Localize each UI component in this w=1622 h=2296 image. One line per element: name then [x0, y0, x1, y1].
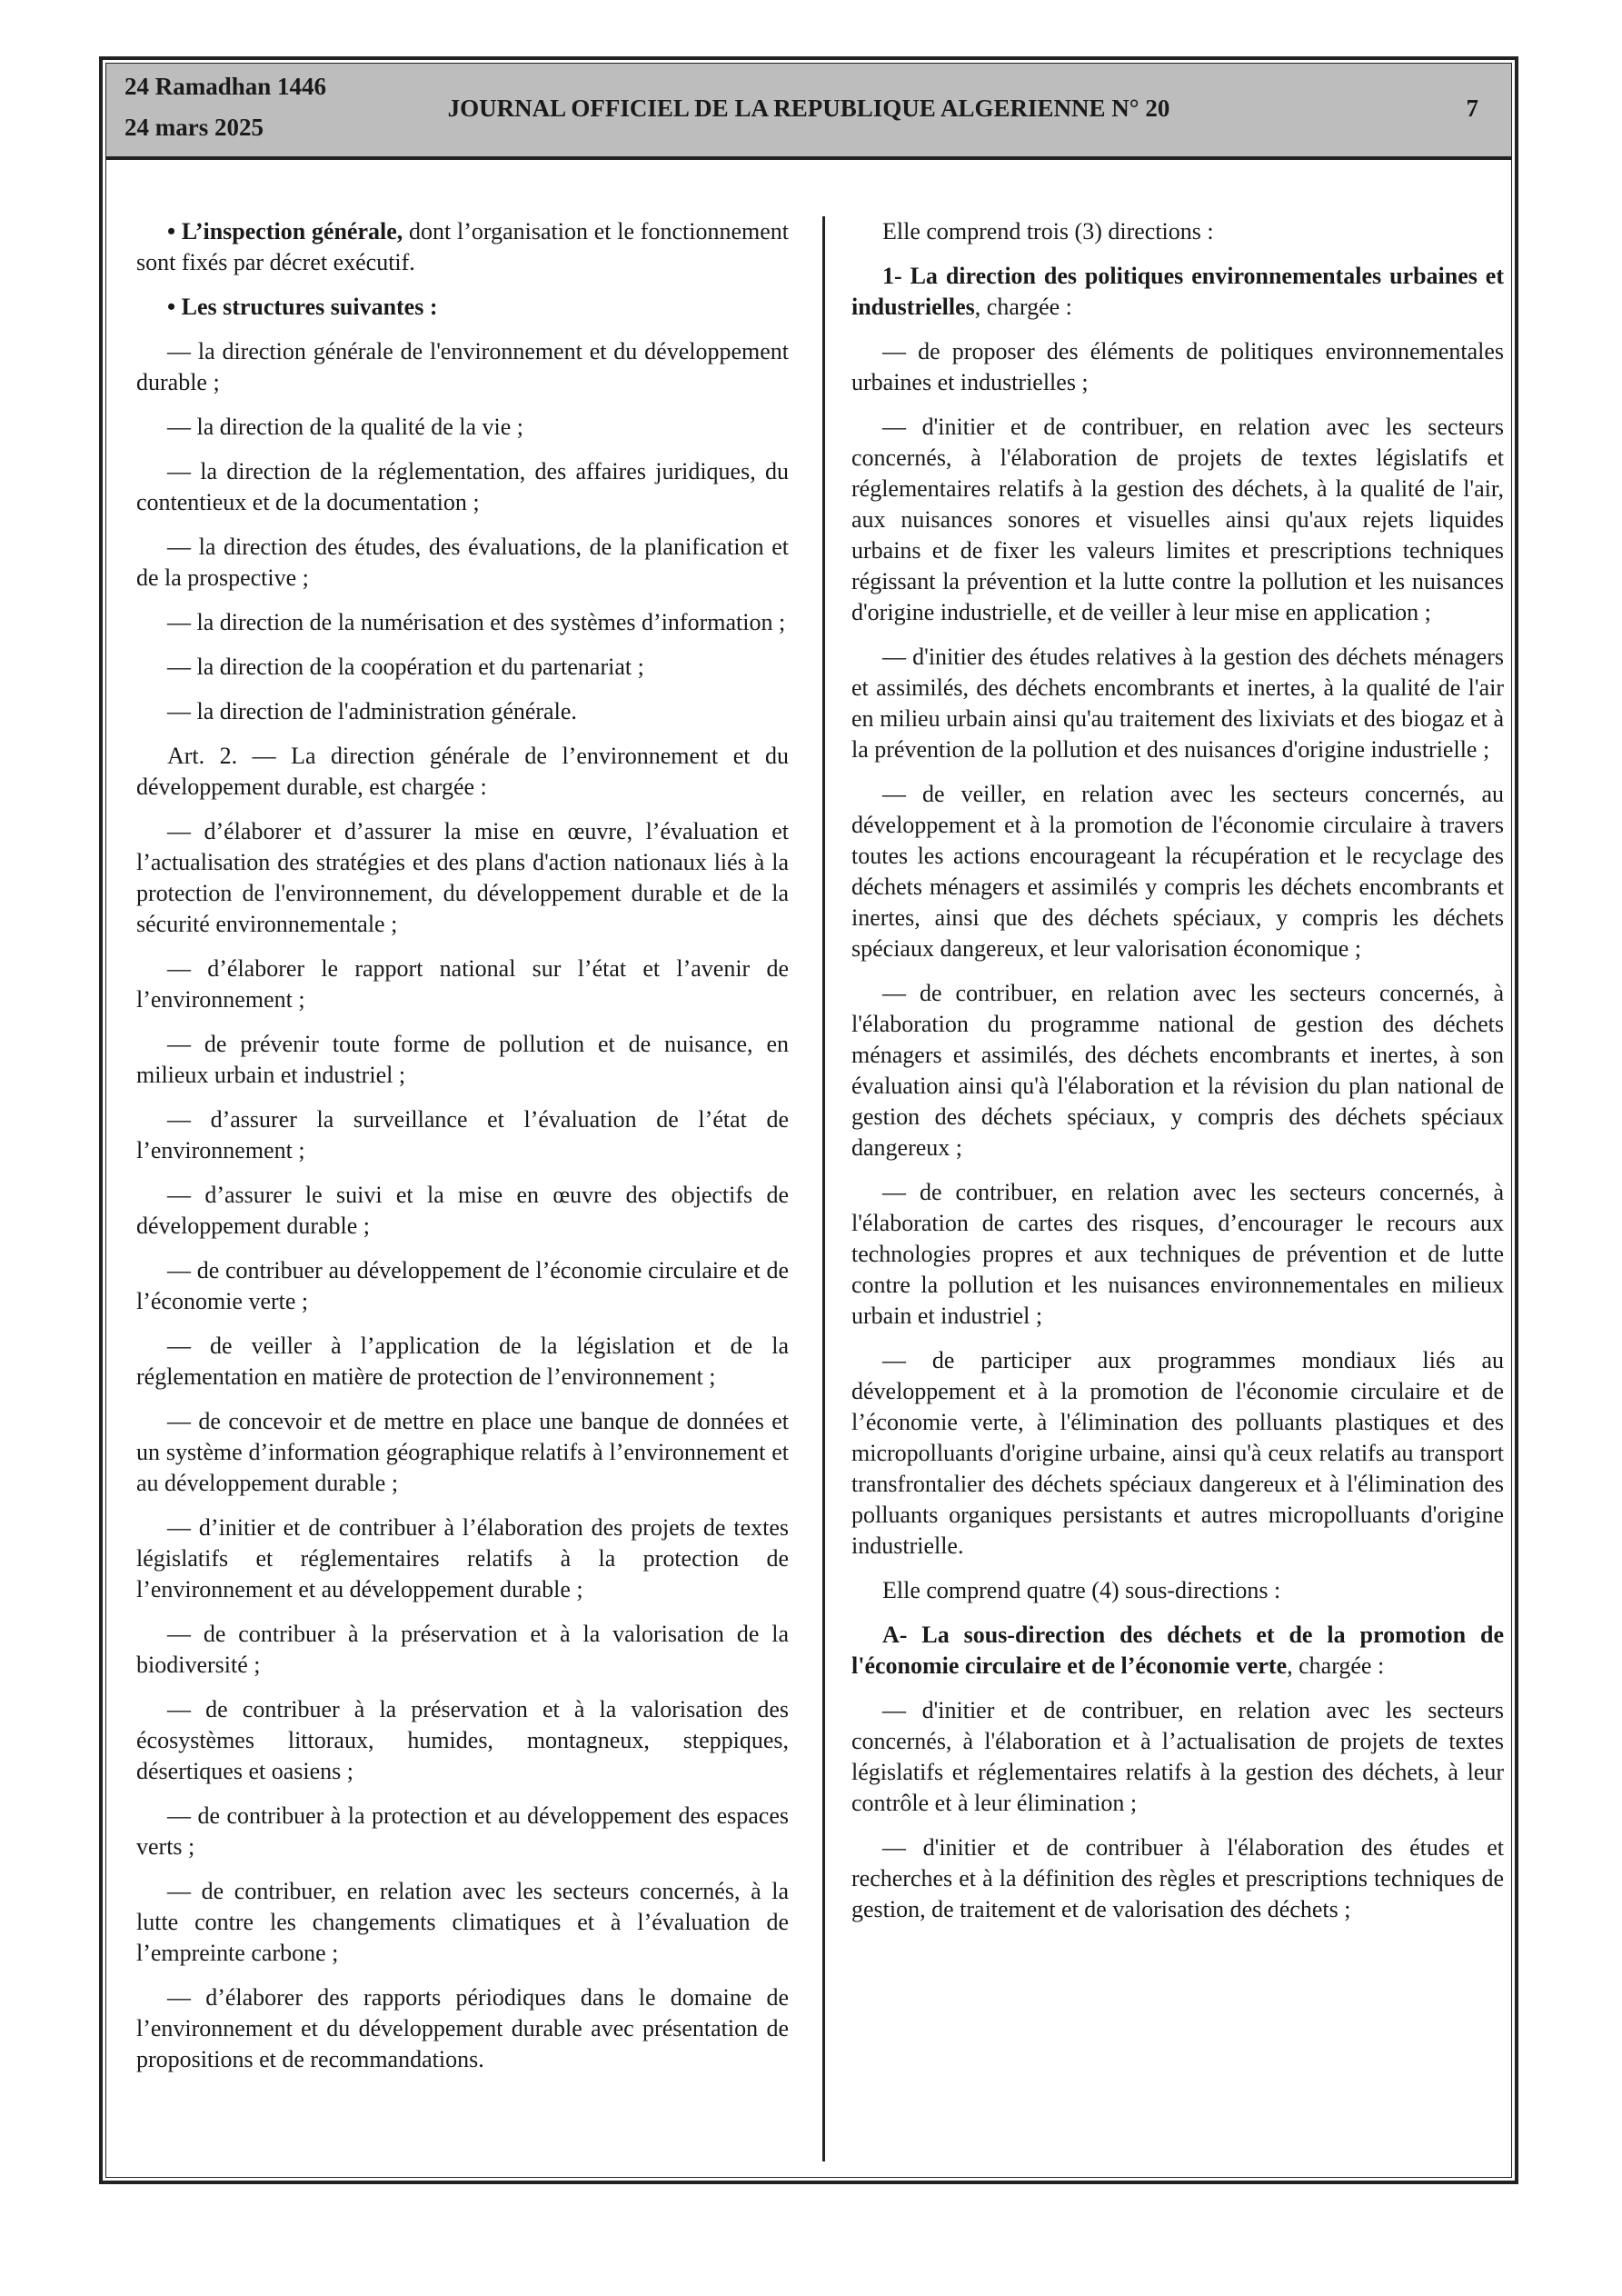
paragraph-text: Art. 2. — La direction générale de l’environnement et du développement durable, est chargée : — [136, 743, 789, 800]
paragraph — [136, 741, 789, 803]
paragraph-text: — la direction de la réglementation, des affaires juridiques, du contentieux et de la documentation ; — [136, 458, 789, 515]
paragraph-text: , chargée : — [1287, 1652, 1385, 1679]
paragraph-text: — d’assurer le suivi et la mise en œuvre des objectifs de développement durable ; — [136, 1182, 789, 1239]
paragraph-text: — d’élaborer des rapports périodiques dans le domaine de l’environnement et du développement durable avec présentation de propositions et de recommandations. — [136, 1984, 789, 2072]
paragraph — [136, 1619, 789, 1681]
paragraph-text: Elle comprend quatre (4) sous-directions : — [882, 1577, 1281, 1603]
paragraph — [851, 1695, 1504, 1819]
paragraph — [851, 642, 1504, 765]
paragraph — [851, 1177, 1504, 1332]
paragraph — [851, 336, 1504, 398]
journal-title: JOURNAL OFFICIEL DE LA REPUBLIQUE ALGERIENNE N° 20 — [447, 95, 1170, 122]
page-frame-inner — [105, 63, 1512, 2178]
column-divider — [822, 216, 825, 2161]
paragraph — [851, 412, 1504, 628]
paragraph-text: — la direction de la numérisation et des systèmes d’information ; — [167, 609, 786, 635]
paragraph-text: — de contribuer, en relation avec les secteurs concernés, à la lutte contre les changements climatiques et à l’évaluation de l’empreinte carbone ; — [136, 1878, 789, 1966]
paragraph-text: — d’initier et de contribuer à l’élaboration des projets de textes législatifs et réglementaires relatifs à la protection de l’environnement et au développement durable ; — [136, 1514, 789, 1602]
paragraph — [136, 607, 789, 638]
paragraph — [136, 652, 789, 683]
paragraph — [136, 1876, 789, 1969]
paragraph-text: — de participer aux programmes mondiaux liés au développement et à la promotion de l'économie circulaire et de l’économie verte, à l'élimination des polluants plastiques et des micropolluants d'origine urbaine, ainsi qu'à ceux relatifs au transport transfrontalier des déchets spéciaux dangereux et à l'élimination des polluants organiques persistants et autres micropolluants d'origine industrielle. — [851, 1347, 1504, 1559]
paragraph — [136, 292, 789, 323]
paragraph-text: — de contribuer à la préservation et à la valorisation de la biodiversité ; — [136, 1621, 789, 1678]
paragraph — [136, 336, 789, 398]
paragraph-text: — la direction de l'administration générale. — [167, 698, 577, 724]
paragraph — [851, 261, 1504, 323]
paragraph — [136, 1694, 789, 1787]
paragraph — [136, 1331, 789, 1393]
paragraph — [851, 978, 1504, 1163]
paragraph-text: — la direction des études, des évaluations, de la planification et de la prospective ; — [136, 534, 789, 591]
journal-header — [106, 64, 1511, 160]
paragraph-text: — de concevoir et de mettre en place une banque de données et un système d’information géographique relatifs à l’environnement et au développement durable ; — [136, 1408, 789, 1496]
paragraph — [851, 1345, 1504, 1562]
paragraph-text: — d’élaborer le rapport national sur l’état et l’avenir de l’environnement ; — [136, 955, 789, 1013]
paragraph-text: — de veiller à l’application de la législation et de la réglementation en matière de protection de l’environnement ; — [136, 1333, 789, 1390]
paragraph-text: — de contribuer, en relation avec les secteurs concernés, à l'élaboration de cartes des risques, d’encourager le recours aux technologies propres et aux techniques de prévention et de lutte contre la pollution et les nuisances environnementales en milieux urbain et industriel ; — [851, 1179, 1504, 1329]
paragraph — [136, 1406, 789, 1499]
paragraph-text: — d'initier et de contribuer à l'élaboration des études et recherches et à la définition des règles et prescriptions techniques de gestion, de traitement et de valorisation des déchets ; — [851, 1834, 1504, 1922]
paragraph — [851, 779, 1504, 964]
paragraph-text: — de contribuer, en relation avec les secteurs concernés, à l'élaboration du programme national de gestion des déchets ménagers et assimilés, des déchets encombrants et inertes, à son évaluation ainsi qu'à l'élaboration et la révision du plan national de gestion des déchets spéciaux, y compris des déchets spéciaux dangereux ; — [851, 980, 1504, 1161]
paragraph — [136, 532, 789, 594]
paragraph — [136, 1104, 789, 1166]
paragraph — [136, 953, 789, 1015]
paragraph — [136, 216, 789, 278]
page-number: 7 — [1466, 95, 1478, 122]
paragraph-text: — de proposer des éléments de politiques environnementales urbaines et industrielles ; — [851, 338, 1504, 395]
paragraph-text: , chargée : — [974, 294, 1072, 320]
paragraph-text: — la direction de la coopération et du partenariat ; — [167, 654, 644, 680]
paragraph — [136, 1801, 789, 1862]
paragraph-text: — d’assurer la surveillance et l’évaluation de l’état de l’environnement ; — [136, 1106, 789, 1163]
paragraph — [851, 1832, 1504, 1925]
paragraph-text: — la direction générale de l'environnement et du développement durable ; — [136, 338, 789, 395]
paragraph — [136, 1180, 789, 1242]
gregorian-date: 24 mars 2025 — [124, 114, 264, 141]
paragraph-text: dont l’organisation et le fonctionnement sont fixés par décret exécutif. — [136, 218, 789, 275]
paragraph-text: — de prévenir toute forme de pollution et de nuisance, en milieux urbain et industriel ; — [136, 1031, 789, 1088]
paragraph-text: Elle comprend trois (3) directions : — [882, 218, 1214, 245]
paragraph-text: — de contribuer à la protection et au développement des espaces verts ; — [136, 1802, 789, 1860]
paragraph — [136, 1982, 789, 2075]
paragraph — [136, 1512, 789, 1605]
paragraph-text: — d'initier des études relatives à la gestion des déchets ménagers et assimilés, des déchets encombrants et inertes, à la qualité de l'air en milieu urbain ainsi qu'au traitement des lixiviats et des biogaz et à la prévention de la pollution et des nuisances d'origine industrielle ; — [851, 644, 1504, 763]
paragraph-text: — d’élaborer et d’assurer la mise en œuvre, l’évaluation et l’actualisation des stratégies et des plans d'action nationaux liés à la protection de l'environnement, du développement durable et de la sécurité environnementale ; — [136, 818, 789, 937]
paragraph-heading: • L’inspection générale, — [167, 218, 403, 245]
paragraph — [136, 816, 789, 940]
paragraph-text: — de contribuer à la préservation et à la valorisation des écosystèmes littoraux, humides, montagneux, steppiques, désertiques et oasiens ; — [136, 1696, 789, 1784]
paragraph-text: — d'initier et de contribuer, en relation avec les secteurs concernés, à l'élaboration et à l’actualisation de projets de textes législatifs et réglementaires relatifs à la gestion des déchets, à leur contrôle et à leur élimination ; — [851, 1697, 1504, 1816]
right-column — [851, 216, 1504, 1939]
paragraph — [136, 696, 789, 727]
page-frame — [99, 56, 1518, 2184]
paragraph-heading: A- La sous-direction des déchets et de la promotion de l'économie circulaire et de l’économie verte — [851, 1622, 1504, 1679]
paragraph — [851, 1620, 1504, 1682]
paragraph — [851, 216, 1504, 247]
paragraph-heading: • Les structures suivantes : — [167, 294, 438, 320]
paragraph — [136, 1029, 789, 1091]
paragraph-text: — de veiller, en relation avec les secteurs concernés, au développement et à la promotion de l'économie circulaire à travers toutes les actions encourageant la récupération et le recyclage des déchets ménagers et assimilés y compris les déchets encombrants et inertes, ainsi que des déchets spéciaux, y compris les déchets spéciaux dangereux, et leur valorisation économique ; — [851, 781, 1504, 962]
paragraph-heading: 1- La direction des politiques environnementales urbaines et industrielles — [851, 263, 1504, 320]
paragraph — [851, 1575, 1504, 1606]
paragraph — [136, 456, 789, 518]
left-column — [136, 216, 789, 2089]
hijri-date: 24 Ramadhan 1446 — [124, 73, 327, 100]
paragraph-text: — d'initier et de contribuer, en relation avec les secteurs concernés, à l'élaboration de projets de textes législatifs et réglementaires relatifs à la gestion des déchets, à la qualité de l'air, aux nuisances sonores et visuelles ainsi qu'aux rejets liquides urbains et de fixer les valeurs limites et prescriptions techniques régissant la prévention et la lutte contre la pollution et les nuisances d'origine industrielle, et de veiller à leur mise en application ; — [851, 414, 1504, 625]
paragraph — [136, 412, 789, 443]
paragraph-text: — la direction de la qualité de la vie ; — [167, 414, 524, 440]
paragraph — [136, 1255, 789, 1317]
paragraph-text: — de contribuer au développement de l’économie circulaire et de l’économie verte ; — [136, 1257, 789, 1314]
